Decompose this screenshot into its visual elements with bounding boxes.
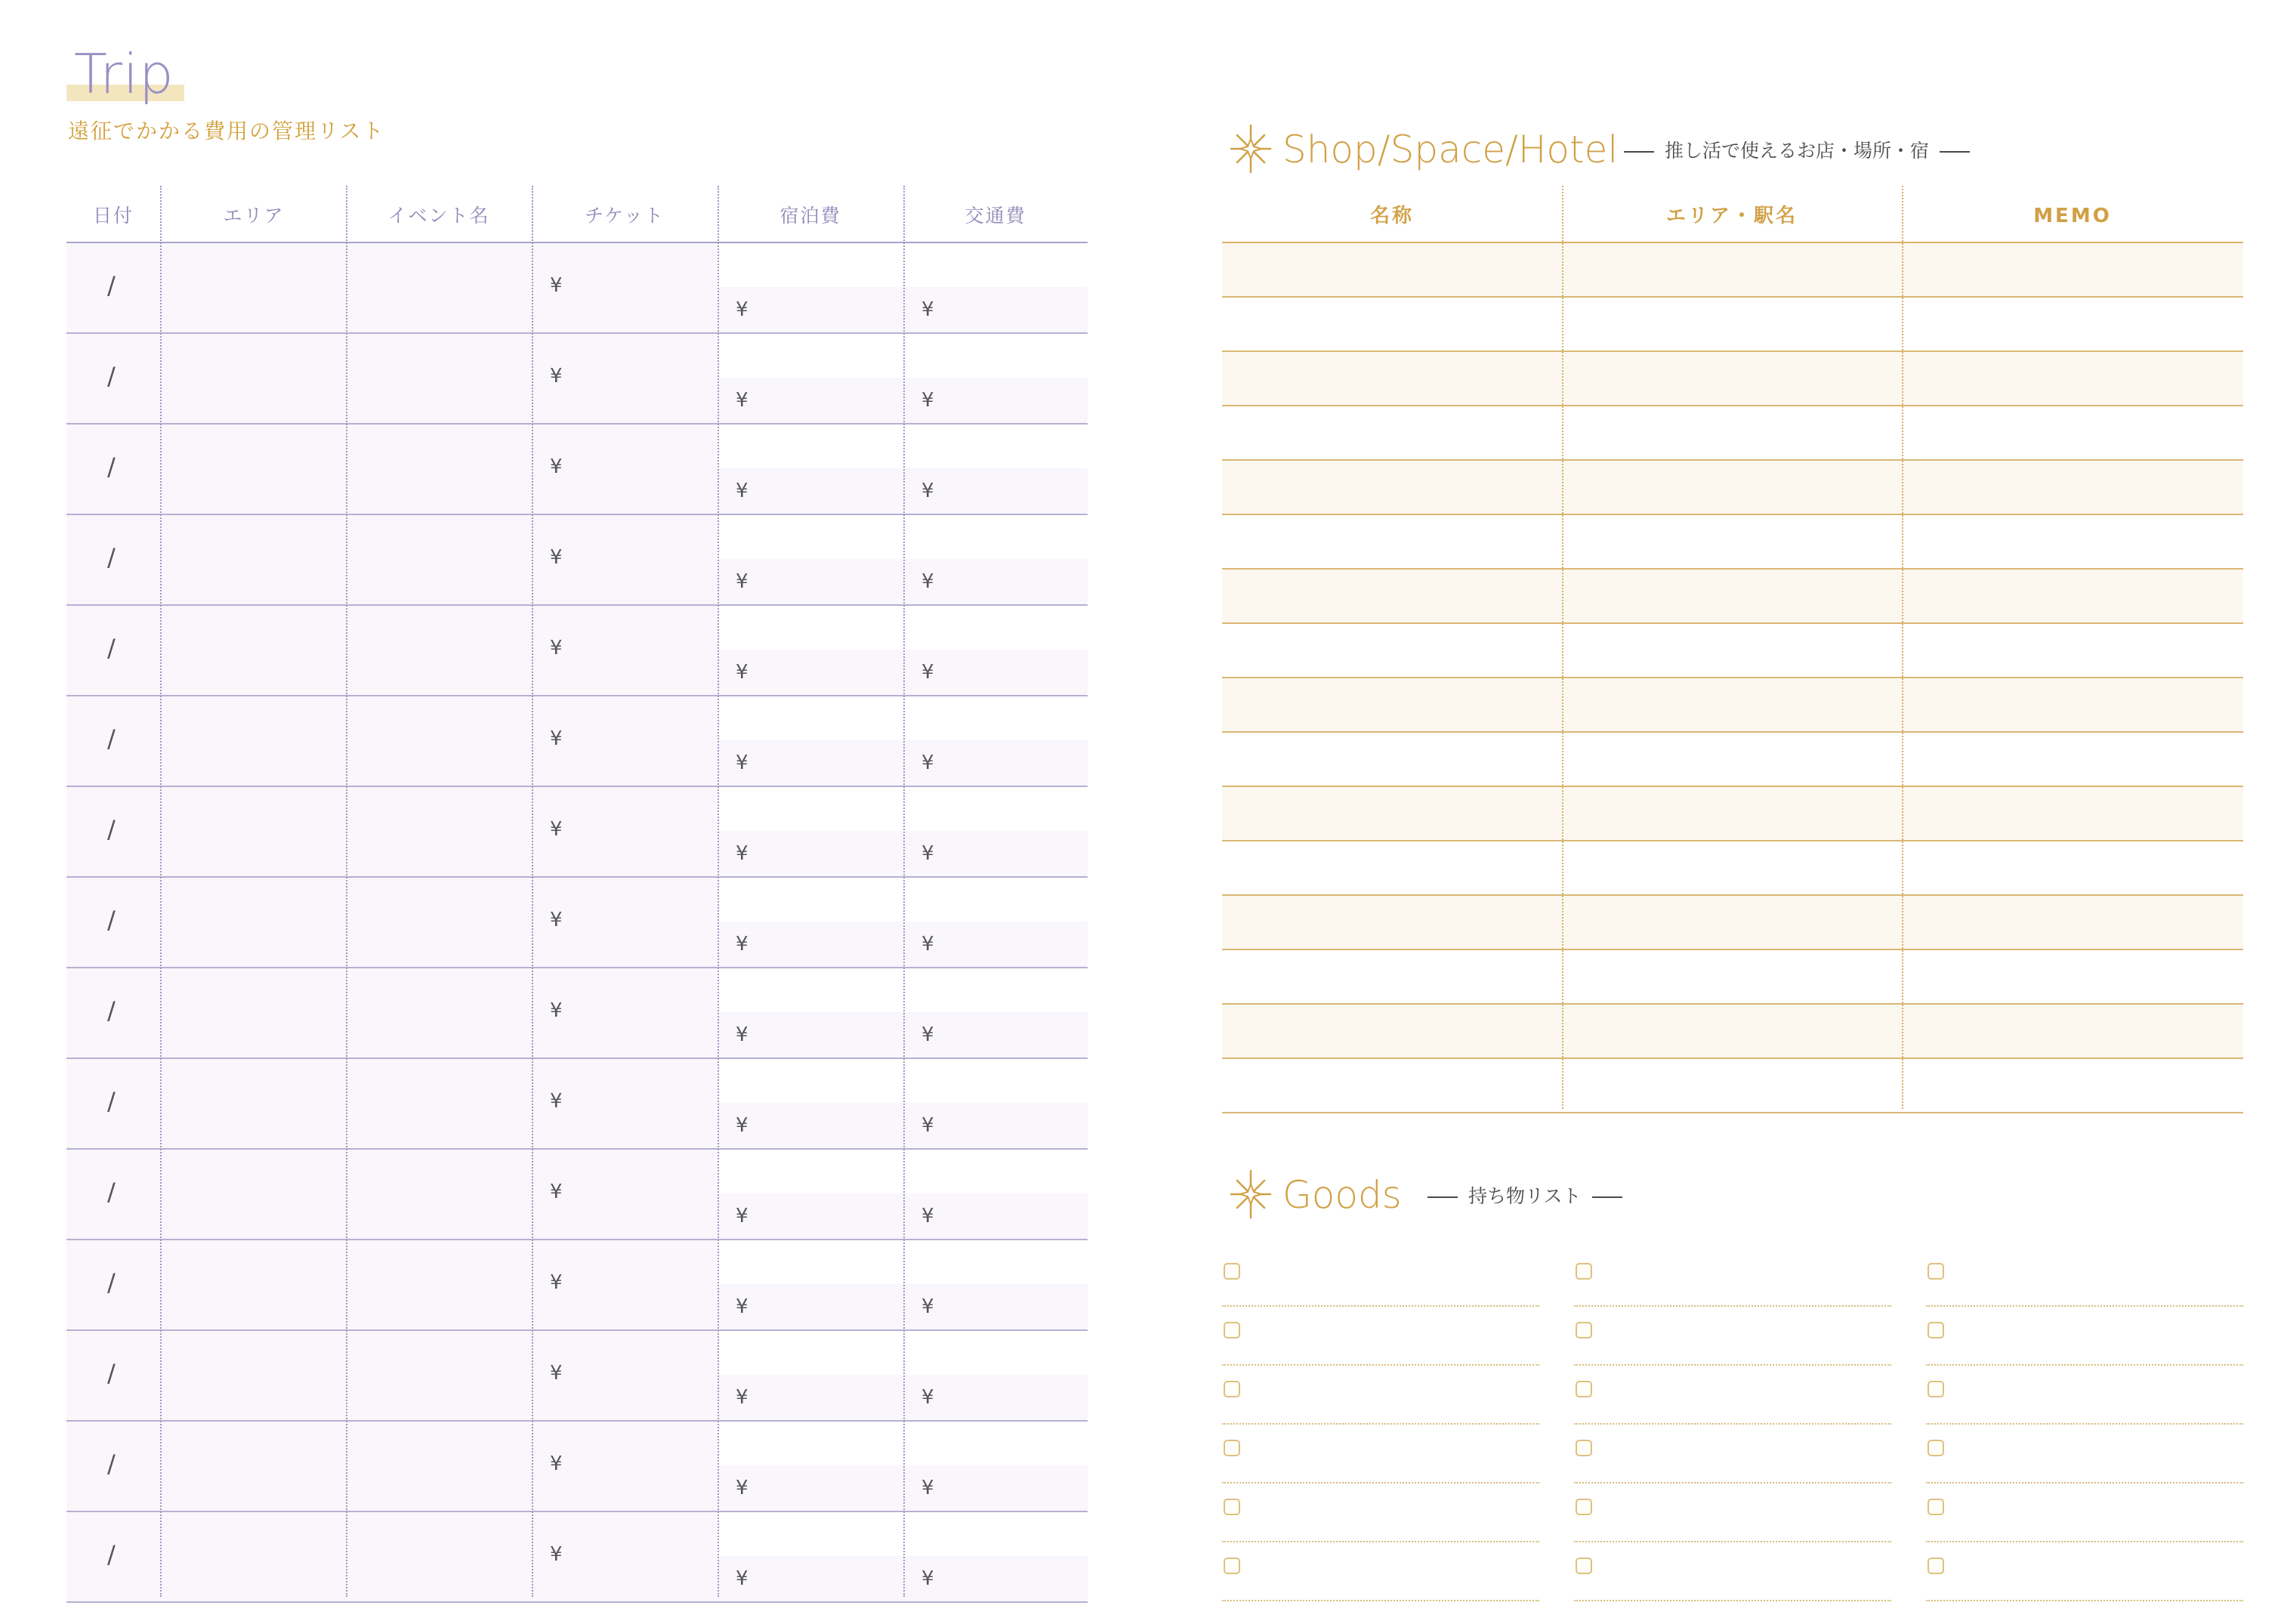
goods-section-subtitle bbox=[1417, 1181, 1633, 1212]
table-row[interactable] bbox=[1222, 733, 2243, 787]
table-row bbox=[66, 1422, 1088, 1512]
row-shading bbox=[718, 559, 1088, 604]
checkbox-icon[interactable] bbox=[1224, 1381, 1240, 1397]
column-header-area-station: エリア・駅名 bbox=[1665, 205, 1798, 227]
row-shading bbox=[66, 696, 718, 786]
transport-amount-field[interactable]: ¥ bbox=[921, 661, 934, 684]
dash-rule bbox=[1624, 151, 1654, 153]
shop-section-subtitle bbox=[1613, 136, 1980, 166]
row-shading bbox=[66, 425, 718, 514]
checkbox-icon[interactable] bbox=[1928, 1440, 1944, 1456]
row-shading bbox=[718, 287, 1088, 332]
checkbox-icon[interactable] bbox=[1224, 1499, 1240, 1515]
table-row[interactable] bbox=[1222, 406, 2243, 461]
transport-amount-field[interactable]: ¥ bbox=[921, 933, 934, 956]
table-row[interactable] bbox=[1222, 950, 2243, 1005]
column-divider bbox=[718, 186, 719, 1597]
ticket-amount-field[interactable]: ¥ bbox=[550, 1271, 563, 1294]
checklist-item[interactable] bbox=[1222, 1307, 1539, 1366]
checklist-item[interactable] bbox=[1222, 1248, 1539, 1307]
ticket-amount-field[interactable]: ¥ bbox=[550, 1181, 563, 1203]
lodging-amount-field[interactable]: ¥ bbox=[736, 1023, 748, 1046]
ticket-amount-field[interactable]: ¥ bbox=[550, 909, 563, 931]
sparkle-icon bbox=[1228, 1169, 1273, 1219]
transport-amount-field[interactable]: ¥ bbox=[921, 1386, 934, 1409]
date-field[interactable]: / bbox=[107, 271, 116, 300]
table-row[interactable] bbox=[1222, 1005, 2243, 1059]
table-row bbox=[66, 243, 1088, 334]
lodging-amount-field[interactable]: ¥ bbox=[736, 1477, 748, 1499]
transport-amount-field[interactable]: ¥ bbox=[921, 480, 934, 502]
goods-section-heading bbox=[1228, 1166, 1757, 1227]
date-field[interactable]: / bbox=[107, 1178, 116, 1206]
ticket-amount-field[interactable]: ¥ bbox=[550, 818, 563, 841]
lodging-amount-field[interactable]: ¥ bbox=[736, 1205, 748, 1227]
dash-rule bbox=[1940, 151, 1970, 153]
checkbox-icon[interactable] bbox=[1576, 1322, 1592, 1338]
trip-title: Trip bbox=[74, 42, 174, 106]
row-shading bbox=[66, 515, 718, 604]
lodging-amount-field[interactable]: ¥ bbox=[736, 1567, 748, 1590]
transport-amount-field[interactable]: ¥ bbox=[921, 1295, 934, 1318]
shop-table bbox=[1222, 186, 2243, 1109]
ticket-amount-field[interactable]: ¥ bbox=[550, 1453, 563, 1475]
table-row[interactable] bbox=[1222, 896, 2243, 950]
goods-section-title: Goods bbox=[1282, 1173, 1402, 1217]
dash-rule bbox=[1592, 1196, 1622, 1198]
row-shading bbox=[718, 1375, 1088, 1420]
column-divider bbox=[532, 186, 533, 1597]
checkbox-icon[interactable] bbox=[1576, 1499, 1592, 1515]
table-row bbox=[66, 968, 1088, 1059]
lodging-amount-field[interactable]: ¥ bbox=[736, 1386, 748, 1409]
lodging-amount-field[interactable]: ¥ bbox=[736, 842, 748, 865]
lodging-amount-field[interactable]: ¥ bbox=[736, 661, 748, 684]
checklist-item[interactable] bbox=[1222, 1366, 1539, 1425]
table-row[interactable] bbox=[1222, 787, 2243, 841]
column-divider bbox=[1562, 186, 1563, 1109]
transport-amount-field[interactable]: ¥ bbox=[921, 842, 934, 865]
column-header-lodging: 宿泊費 bbox=[779, 205, 841, 227]
writing-line[interactable] bbox=[1574, 1600, 1891, 1601]
checklist-item[interactable] bbox=[1574, 1542, 1891, 1601]
table-row[interactable] bbox=[1222, 461, 2243, 515]
checklist-item[interactable] bbox=[1222, 1542, 1539, 1601]
row-shading bbox=[66, 606, 718, 695]
column-header-event-name: イベント名 bbox=[387, 205, 490, 227]
column-header-area: エリア bbox=[223, 205, 285, 227]
row-shading bbox=[66, 787, 718, 876]
row-shading bbox=[66, 1150, 718, 1239]
checklist-item[interactable] bbox=[1574, 1425, 1891, 1484]
ticket-amount-field[interactable]: ¥ bbox=[550, 1543, 563, 1566]
checkbox-icon[interactable] bbox=[1224, 1263, 1240, 1280]
transport-amount-field[interactable]: ¥ bbox=[921, 1477, 934, 1499]
checkbox-icon[interactable] bbox=[1928, 1322, 1944, 1338]
table-row bbox=[66, 425, 1088, 515]
column-header-transport: 交通費 bbox=[965, 205, 1026, 227]
trip-subtitle: 遠征でかかる費用の管理リスト bbox=[68, 119, 385, 144]
row-shading bbox=[66, 878, 718, 967]
checkbox-icon[interactable] bbox=[1928, 1263, 1944, 1280]
trip-title-block bbox=[66, 42, 187, 106]
table-row bbox=[66, 334, 1088, 425]
writing-line[interactable] bbox=[1222, 1600, 1539, 1601]
ticket-amount-field[interactable]: ¥ bbox=[550, 546, 563, 569]
table-row[interactable] bbox=[1222, 1059, 2243, 1113]
checklist-item[interactable] bbox=[1926, 1366, 2243, 1425]
column-divider bbox=[1902, 186, 1903, 1109]
date-field[interactable]: / bbox=[107, 634, 116, 662]
row-shading bbox=[718, 1284, 1088, 1329]
lodging-amount-field[interactable]: ¥ bbox=[736, 1295, 748, 1318]
checklist-item[interactable] bbox=[1926, 1248, 2243, 1307]
ticket-amount-field[interactable]: ¥ bbox=[550, 727, 563, 750]
date-field[interactable]: / bbox=[107, 996, 116, 1025]
date-field[interactable]: / bbox=[107, 724, 116, 753]
table-row[interactable] bbox=[1222, 624, 2243, 678]
date-field[interactable]: / bbox=[107, 1450, 116, 1478]
column-header-date: 日付 bbox=[92, 205, 134, 227]
column-header-ticket: チケット bbox=[585, 205, 665, 227]
table-row bbox=[66, 878, 1088, 968]
table-row[interactable] bbox=[1222, 841, 2243, 896]
row-shading bbox=[66, 1512, 718, 1601]
table-row bbox=[66, 606, 1088, 696]
row-shading bbox=[718, 740, 1088, 786]
lodging-amount-field[interactable]: ¥ bbox=[736, 570, 748, 593]
table-row[interactable] bbox=[1222, 570, 2243, 624]
column-header-memo: MEMO bbox=[2033, 205, 2112, 227]
transport-amount-field[interactable]: ¥ bbox=[921, 1567, 934, 1590]
row-shading bbox=[718, 378, 1088, 423]
lodging-amount-field[interactable]: ¥ bbox=[736, 298, 748, 321]
checklist-item[interactable] bbox=[1574, 1307, 1891, 1366]
row-shading bbox=[66, 1240, 718, 1329]
row-shading bbox=[66, 968, 718, 1057]
table-row bbox=[66, 515, 1088, 606]
table-row bbox=[66, 787, 1088, 878]
date-field[interactable]: / bbox=[107, 815, 116, 844]
shop-section-heading bbox=[1228, 121, 2059, 181]
date-field[interactable]: / bbox=[107, 1268, 116, 1297]
checkbox-icon[interactable] bbox=[1224, 1440, 1240, 1456]
row-shading bbox=[718, 650, 1088, 695]
table-row bbox=[66, 1059, 1088, 1150]
ticket-amount-field[interactable]: ¥ bbox=[550, 1362, 563, 1385]
writing-line[interactable] bbox=[1926, 1600, 2243, 1601]
date-field[interactable]: / bbox=[107, 1087, 116, 1116]
ticket-amount-field[interactable]: ¥ bbox=[550, 365, 563, 387]
ticket-amount-field[interactable]: ¥ bbox=[550, 1090, 563, 1113]
checkbox-icon[interactable] bbox=[1224, 1322, 1240, 1338]
checkbox-icon[interactable] bbox=[1224, 1558, 1240, 1574]
table-row bbox=[66, 1150, 1088, 1240]
transport-amount-field[interactable]: ¥ bbox=[921, 389, 934, 412]
row-shading bbox=[718, 922, 1088, 967]
lodging-amount-field[interactable]: ¥ bbox=[736, 933, 748, 956]
ticket-amount-field[interactable]: ¥ bbox=[550, 274, 563, 297]
column-divider bbox=[346, 186, 347, 1597]
table-row bbox=[66, 1240, 1088, 1331]
trip-table-header bbox=[66, 186, 1088, 243]
transport-amount-field[interactable]: ¥ bbox=[921, 570, 934, 593]
transport-amount-field[interactable]: ¥ bbox=[921, 752, 934, 774]
column-divider bbox=[903, 186, 905, 1597]
goods-checklist bbox=[1222, 1248, 2243, 1603]
table-row bbox=[66, 1331, 1088, 1422]
date-field[interactable]: / bbox=[107, 1359, 116, 1388]
lodging-amount-field[interactable]: ¥ bbox=[736, 752, 748, 774]
row-shading bbox=[718, 831, 1088, 876]
row-shading bbox=[66, 1331, 718, 1420]
transport-amount-field[interactable]: ¥ bbox=[921, 1114, 934, 1137]
date-field[interactable]: / bbox=[107, 543, 116, 572]
lodging-amount-field[interactable]: ¥ bbox=[736, 389, 748, 412]
column-divider bbox=[160, 186, 162, 1597]
row-shading bbox=[718, 468, 1088, 514]
lodging-amount-field[interactable]: ¥ bbox=[736, 480, 748, 502]
date-field[interactable]: / bbox=[107, 452, 116, 481]
row-shading bbox=[66, 243, 718, 332]
ticket-amount-field[interactable]: ¥ bbox=[550, 637, 563, 659]
shop-table-header bbox=[1222, 186, 2243, 243]
table-row bbox=[66, 696, 1088, 787]
row-shading bbox=[66, 1422, 718, 1511]
row-shading bbox=[718, 1012, 1088, 1057]
date-field[interactable]: / bbox=[107, 362, 116, 391]
sparkle-icon bbox=[1228, 124, 1273, 174]
checkbox-icon[interactable] bbox=[1928, 1499, 1944, 1515]
row-shading bbox=[66, 1059, 718, 1148]
row-shading bbox=[718, 1465, 1088, 1511]
table-row[interactable] bbox=[1222, 298, 2243, 352]
row-shading bbox=[718, 1193, 1088, 1239]
trip-expense-table bbox=[66, 186, 1088, 1597]
date-field[interactable]: / bbox=[107, 906, 116, 934]
checkbox-icon[interactable] bbox=[1576, 1381, 1592, 1397]
ticket-amount-field[interactable]: ¥ bbox=[550, 455, 563, 478]
shop-section-title: Shop/Space/Hotel bbox=[1282, 128, 1619, 171]
dash-rule bbox=[1428, 1196, 1458, 1198]
checklist-item[interactable] bbox=[1926, 1307, 2243, 1366]
checkbox-icon[interactable] bbox=[1576, 1263, 1592, 1280]
table-row bbox=[66, 1512, 1088, 1603]
transport-amount-field[interactable]: ¥ bbox=[921, 298, 934, 321]
date-field[interactable]: / bbox=[107, 1540, 116, 1569]
transport-amount-field[interactable]: ¥ bbox=[921, 1023, 934, 1046]
table-row[interactable] bbox=[1222, 352, 2243, 406]
checklist-item[interactable] bbox=[1574, 1248, 1891, 1307]
goods-subtitle-text: 持ち物リスト bbox=[1468, 1185, 1582, 1207]
row-shading bbox=[718, 1556, 1088, 1601]
checklist-item[interactable] bbox=[1222, 1425, 1539, 1484]
column-header-name: 名称 bbox=[1369, 205, 1414, 227]
row-shading bbox=[718, 1103, 1088, 1148]
checklist-item[interactable] bbox=[1926, 1484, 2243, 1542]
table-row[interactable] bbox=[1222, 243, 2243, 298]
checklist-item[interactable] bbox=[1222, 1484, 1539, 1542]
checkbox-icon[interactable] bbox=[1576, 1558, 1592, 1574]
checklist-item[interactable] bbox=[1926, 1542, 2243, 1601]
table-row[interactable] bbox=[1222, 678, 2243, 733]
shop-subtitle-text: 推し活で使えるお店・場所・宿 bbox=[1665, 140, 1930, 162]
ticket-amount-field[interactable]: ¥ bbox=[550, 999, 563, 1022]
checklist-item[interactable] bbox=[1574, 1484, 1891, 1542]
transport-amount-field[interactable]: ¥ bbox=[921, 1205, 934, 1227]
checkbox-icon[interactable] bbox=[1928, 1381, 1944, 1397]
checkbox-icon[interactable] bbox=[1928, 1558, 1944, 1574]
checklist-item[interactable] bbox=[1574, 1366, 1891, 1425]
table-row[interactable] bbox=[1222, 515, 2243, 570]
row-shading bbox=[66, 334, 718, 423]
lodging-amount-field[interactable]: ¥ bbox=[736, 1114, 748, 1137]
checklist-item[interactable] bbox=[1926, 1425, 2243, 1484]
checkbox-icon[interactable] bbox=[1576, 1440, 1592, 1456]
